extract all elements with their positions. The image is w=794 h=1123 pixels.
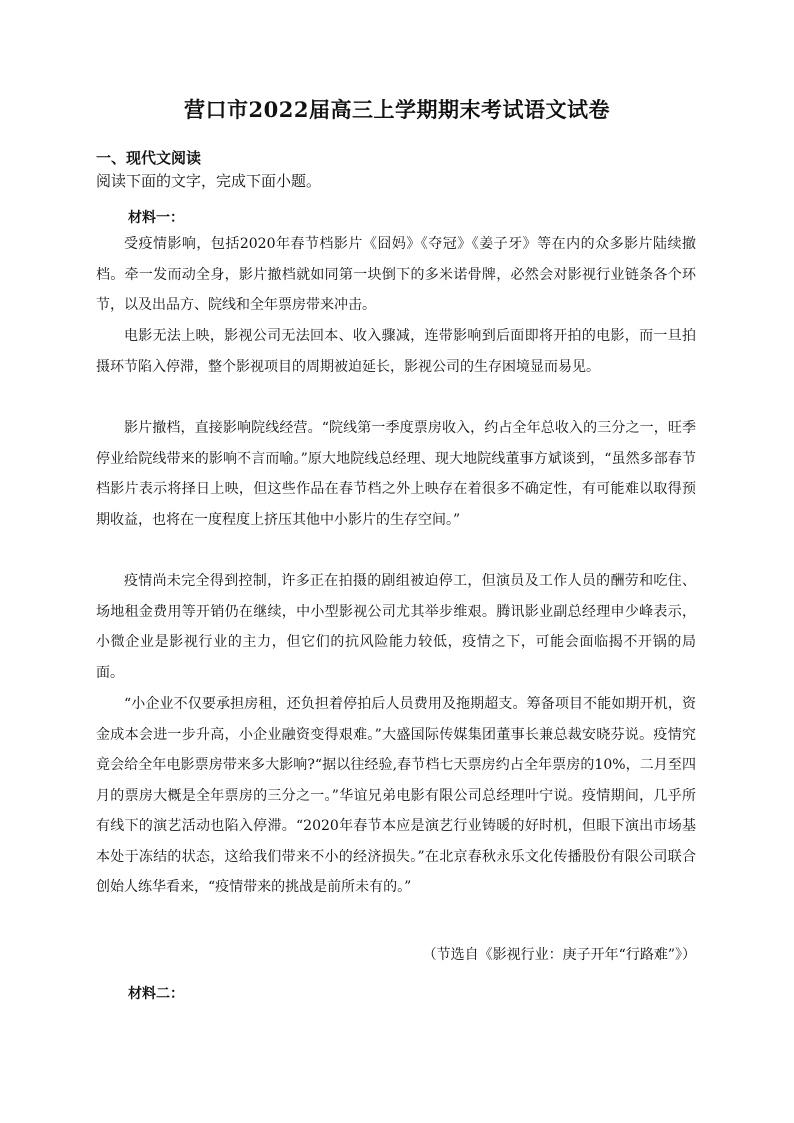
paragraph-4: 疫情尚未完全得到控制，许多正在拍摄的剧组被迫停工，但演员及工作人员的酬劳和吃住、场地租金费用等开销仍在继续，中小型影视公司尤其举步维艰。腾讯影业副总经理申少峰表示，小微企业是影视行业的主力，但它们的抗风险能力较低，疫情之下，可能会面临揭不开锅的局面。 — [96, 573, 696, 681]
material-one-label: 材料一： — [128, 210, 184, 226]
section-heading: 一、现代文阅读 — [96, 149, 202, 167]
paragraph-3: 影片撤档，直接影响院线经营。“院线第一季度票房收入，约占全年总收入的三分之一，旺季停业给院线带来的影响不言而喻。”原大地院线总经理、现大地院线董事方斌谈到，“虽然多部春节档影片表示将择日上映，但这些作品在春节档之外上映存在着很多不确定性，有可能难以取得预期收益，也将在一度程度上挤压其他中小影片的生存空间。” — [96, 420, 696, 528]
source-citation: （节选自《影视行业：庚子开年“行路难”》） — [422, 947, 696, 963]
paragraph-5: “小企业不仅要承担房租，还负担着停拍后人员费用及拖期超支。筹备项目不能如期开机，资金成本会进一步升高，小企业融资变得艰难。”大盛国际传媒集团董事长兼总裁安晓芬说。疫情究竟会给全年电影票房带来多大影响?“据以往经验,春节档七天票房约占全年票房的10%，二月至四月的票房大概是全年票房的三分之一。”华谊兄弟电影有限公司总经理叶宁说。疫情期间，几乎所有线下的演艺活动也陷入停滞。“2020年春节本应是演艺行业铸暖的好时机，但眼下演出市场基本处于冻结的状态，这给我们带来不小的经济损失。”在北京春秋永乐文化传播股份有限公司联合创始人练华看来，“疫情带来的挑战是前所未有的。” — [96, 696, 696, 895]
paragraph-2: 电影无法上映，影视公司无法回本、收入骤减，连带影响到后面即将开拍的电影，而一旦拍摄环节陷入停滞，整个影视项目的周期被迫延长，影视公司的生存困境显而易见。 — [96, 328, 696, 375]
page-title: 营口市2022届高三上学期期末考试语文试卷 — [184, 97, 610, 122]
paragraph-1: 受疫情影响，包括2020年春节档影片《囧妈》《夺冠》《姜子牙》等在内的众多影片陆续撤档。牵一发而动全身，影片撤档就如同第一块倒下的多米诺骨牌，必然会对影视行业链条各个环节，以及出品方、院线和全年票房带来冲击。 — [96, 236, 696, 313]
instruction-text: 阅读下面的文字，完成下面小题。 — [96, 172, 322, 190]
material-two-label: 材料二： — [128, 986, 184, 1002]
